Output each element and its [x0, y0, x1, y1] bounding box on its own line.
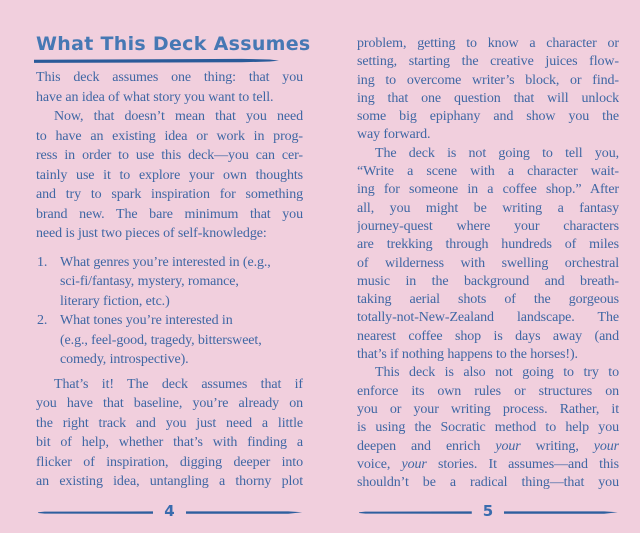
text-line: you have that baseline, you’re already on — [36, 396, 303, 411]
footer-rule-left-icon — [36, 510, 153, 515]
page-right — [357, 0, 619, 533]
text-line: bit of help, whether that’s with finding a — [36, 435, 303, 450]
page-number: 5 — [482, 502, 494, 520]
text-line: “Write a scene with a character wait- — [357, 164, 619, 180]
text-column-right — [357, 35, 619, 492]
numbered-list — [36, 253, 303, 370]
list-text: What tones you’re interested in — [60, 313, 233, 328]
list-marker: 1. — [37, 254, 48, 270]
text-line: music in the background and breath- — [357, 273, 619, 289]
text-line: This deck assumes one thing: that you — [36, 70, 303, 85]
text-line: flicker of inspiration, digging deeper into — [36, 454, 303, 470]
text-line: problem, getting to know a character or — [357, 36, 619, 51]
text-line: you or your writing process. Rather, it — [357, 401, 619, 417]
footer-rule-right-icon — [186, 510, 303, 515]
footer-rule-right-icon — [504, 510, 619, 515]
text-line: tainly use it to explore your own thoughts — [36, 167, 303, 183]
title-underline — [34, 58, 280, 64]
text-line: and try to spark inspiration for something — [36, 187, 303, 202]
text-line: ing to overcome writer’s block, or find- — [357, 72, 619, 88]
text-line: all, you might be writing a fantasy — [357, 200, 619, 216]
text-line: ress in order to use this deck—you can cer- — [36, 148, 303, 163]
list-line: comedy, introspective). — [60, 352, 189, 367]
text-line: The deck is not going to tell you, — [375, 145, 619, 161]
text-column-left — [36, 68, 303, 492]
text-line: ing that one question that will unlock — [357, 90, 619, 106]
text-line: some big epiphany and show you the — [357, 109, 619, 125]
list-line: (e.g., feel-good, tragedy, bittersweet, — [60, 332, 262, 348]
text-line: deepen and enrich your writing, your — [357, 438, 619, 454]
text-line: This deck is also not going to try to — [375, 365, 619, 381]
text-line: brand new. The bare minimum that you — [36, 206, 303, 222]
text-line: have an idea of what story you want to tell. — [36, 89, 274, 105]
list-line — [36, 253, 303, 273]
list-marker: 2. — [37, 313, 48, 328]
text-line: are trekking through hundreds of miles — [357, 237, 619, 253]
page-number: 4 — [164, 502, 175, 520]
list-line: literary fiction, etc.) — [60, 293, 170, 309]
text-line: setting, starting the creative juices flow- — [357, 54, 619, 70]
page-title: What This Deck Assumes — [36, 33, 311, 55]
text-line: that’s if nothing happens to the horses!). — [357, 347, 578, 363]
list-line — [36, 311, 303, 331]
text-line: journey-quest where your characters — [357, 218, 619, 234]
text-line: enforce its own rules or structures on — [357, 383, 619, 399]
page-left — [36, 0, 311, 533]
page-footer-left — [36, 504, 303, 520]
list-text: What genres you’re interested in (e.g., — [60, 254, 271, 270]
text-line: an existing idea, untangling a thorny plot — [36, 474, 303, 489]
text-line: That’s it! The deck assumes that if — [54, 376, 303, 392]
text-line: ing for someone in a coffee shop.” After — [357, 182, 619, 198]
text-line: shouldn’t be a radical thing—that you — [357, 475, 619, 491]
text-line: the right track and you just need a little — [36, 415, 303, 431]
text-line: need is just two pieces of self-knowledge: — [36, 226, 267, 241]
text-line: of wilderness with swelling orchestral — [357, 255, 619, 271]
text-line: totally-not-New-Zealand landscape. The — [357, 310, 619, 326]
text-line: is using the Socratic method to help you — [357, 420, 619, 436]
text-line: taking aerial shots of the gorgeous — [357, 292, 619, 308]
page-footer-right — [357, 504, 619, 520]
text-line: nearest coffee shop is days away (and — [357, 328, 619, 344]
footer-rule-left-icon — [357, 510, 472, 515]
text-line: to have an existing idea or work in prog- — [36, 128, 303, 144]
text-line: way forward. — [357, 127, 431, 143]
text-line: voice, your stories. It assumes—and this — [357, 456, 619, 472]
text-line: Now, that doesn’t mean that you need — [54, 109, 303, 124]
list-line: sci-fi/fantasy, mystery, romance, — [60, 274, 239, 289]
